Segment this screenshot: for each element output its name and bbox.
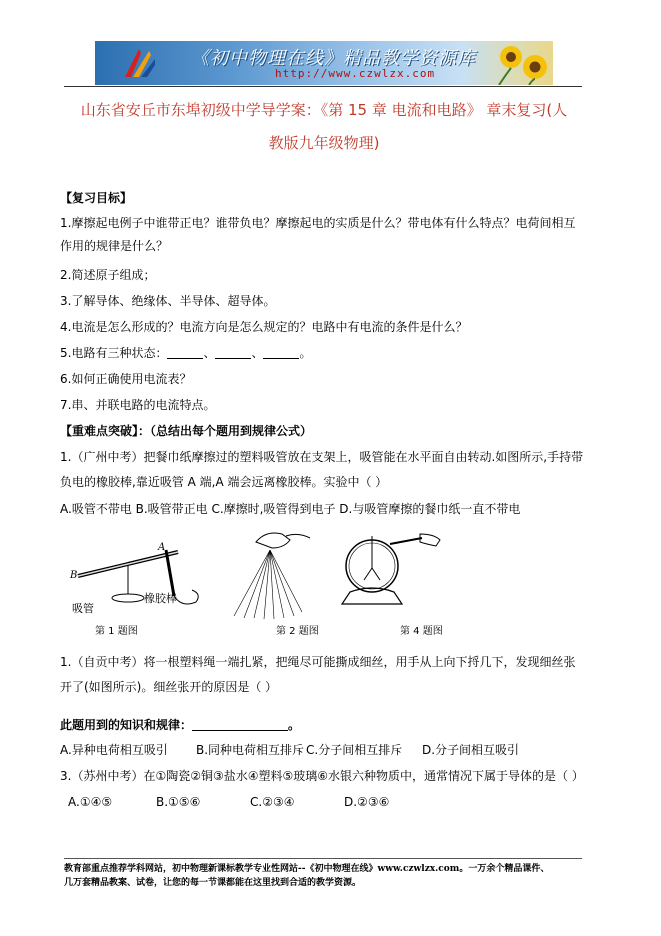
question-3-option-d: D.②③⑥ (344, 795, 390, 809)
question-3-text: 3.（苏州中考）在①陶瓷②铜③盐水④塑料⑤玻璃⑥水银六种物质中，通常情况下属于导体的是（ ） (60, 769, 584, 783)
title-line-1: 山东省安丘市东埠初级中学导学案：《第 15 章 电流和电路》 章末复习(人 (80, 101, 568, 119)
question-3-option-b: B.①⑤⑥ (156, 795, 201, 809)
banner-title: 《初中物理在线》精品教学资源库 (191, 48, 476, 69)
review-item-2: 2.简述原子组成； (60, 268, 156, 282)
title-line-2: 教版九年级物理) (268, 134, 380, 152)
question-2-option-d: D.分子间相互吸引 (422, 743, 520, 757)
figure-1-straw-diagram (62, 536, 212, 616)
figure-1-caption: 第 1 题图 (95, 626, 138, 637)
figure-2-strings-diagram (226, 524, 336, 619)
review-item-5: 5.电路有三种状态： 、 、 。 (60, 346, 312, 360)
review-item-1: 1.摩擦起电例子中谁带正电？谁带负电？摩擦起电的实质是什么？带电体有什么特点？电荷间相互作用的规律是什么？ (60, 216, 576, 253)
knowledge-line: 此题用到的知识和规律： 。 (60, 718, 301, 732)
review-item-3: 3.了解导体、绝缘体、半导体、超导体。 (60, 294, 276, 308)
answer-blank[interactable] (263, 344, 299, 359)
focus-heading: 【重难点突破】：（总结出每个题用到规律公式） (60, 424, 313, 438)
figure-2-caption: 第 2 题图 (276, 626, 319, 637)
review-heading: 【复习目标】 (60, 191, 133, 205)
question-1-text: 1.（广州中考）把餐巾纸摩擦过的塑料吸管放在支架上，吸管能在水平面自由转动.如图所示,手持带负电的橡胶棒,靠近吸管 A 端,A 端会远离橡胶棒。实验中（ ） (60, 450, 584, 489)
knowledge-label: 此题用到的知识和规律： (60, 718, 193, 732)
footer-line-1: 教育部重点推荐学科网站，初中物理新课标教学专业性网站--《初中物理在线》www.czwlzx.com。一万余个精品课件、 (64, 864, 550, 874)
answer-blank[interactable] (192, 716, 288, 731)
review-item-6: 6.如何正确使用电流表？ (60, 372, 192, 386)
banner-url: http://www.czwlzx.com (275, 67, 436, 80)
question-1-options: A.吸管不带电 B.吸管带正电 C.摩擦时,吸管得到电子 D.与吸管摩擦的餐巾纸一直不带电 (60, 502, 521, 516)
figure-label-rod: 橡胶棒 (144, 592, 177, 605)
page-footer (64, 862, 594, 890)
review-item-5-label: 5.电路有三种状态： (60, 346, 168, 360)
site-logo-icon (119, 43, 159, 83)
review-item-4: 4.电流是怎么形成的？电流方向是怎么规定的？电路中有电流的条件是什么？ (60, 320, 468, 334)
sunflower-icon (489, 43, 549, 85)
figure-3-caption: 第 4 题图 (400, 626, 443, 637)
answer-blank[interactable] (215, 344, 251, 359)
review-item-7: 7.串、并联电路的电流特点。 (60, 398, 216, 412)
site-banner (95, 41, 553, 85)
figure-label-b: B (70, 570, 78, 581)
question-2-text: 1.（自贡中考）将一根塑料绳一端扎紧，把绳尽可能撕成细丝，用手从上向下捋几下，发现细丝张开了(如图所示)。细丝张开的原因是（ ） (60, 655, 576, 694)
figure-label-a: A (158, 542, 166, 553)
question-2-option-a: A.异种电荷相互吸引 (60, 743, 168, 757)
figure-3-electroscope-diagram (334, 530, 444, 620)
question-3-option-c: C.②③④ (250, 795, 295, 809)
question-2-option-b: B.同种电荷相互排斥 (196, 743, 305, 757)
footer-divider (64, 858, 582, 859)
header-divider (64, 86, 582, 87)
footer-line-2: 几万套精品教案、试卷，让您的每一节课都能在这里找到合适的教学资源。 (64, 878, 362, 888)
question-3-option-a: A.①④⑤ (68, 795, 113, 809)
document-title (64, 94, 584, 160)
answer-blank[interactable] (167, 344, 203, 359)
figure-label-straw: 吸管 (72, 602, 94, 615)
question-2-option-c: C.分子间相互排斥 (306, 743, 403, 757)
